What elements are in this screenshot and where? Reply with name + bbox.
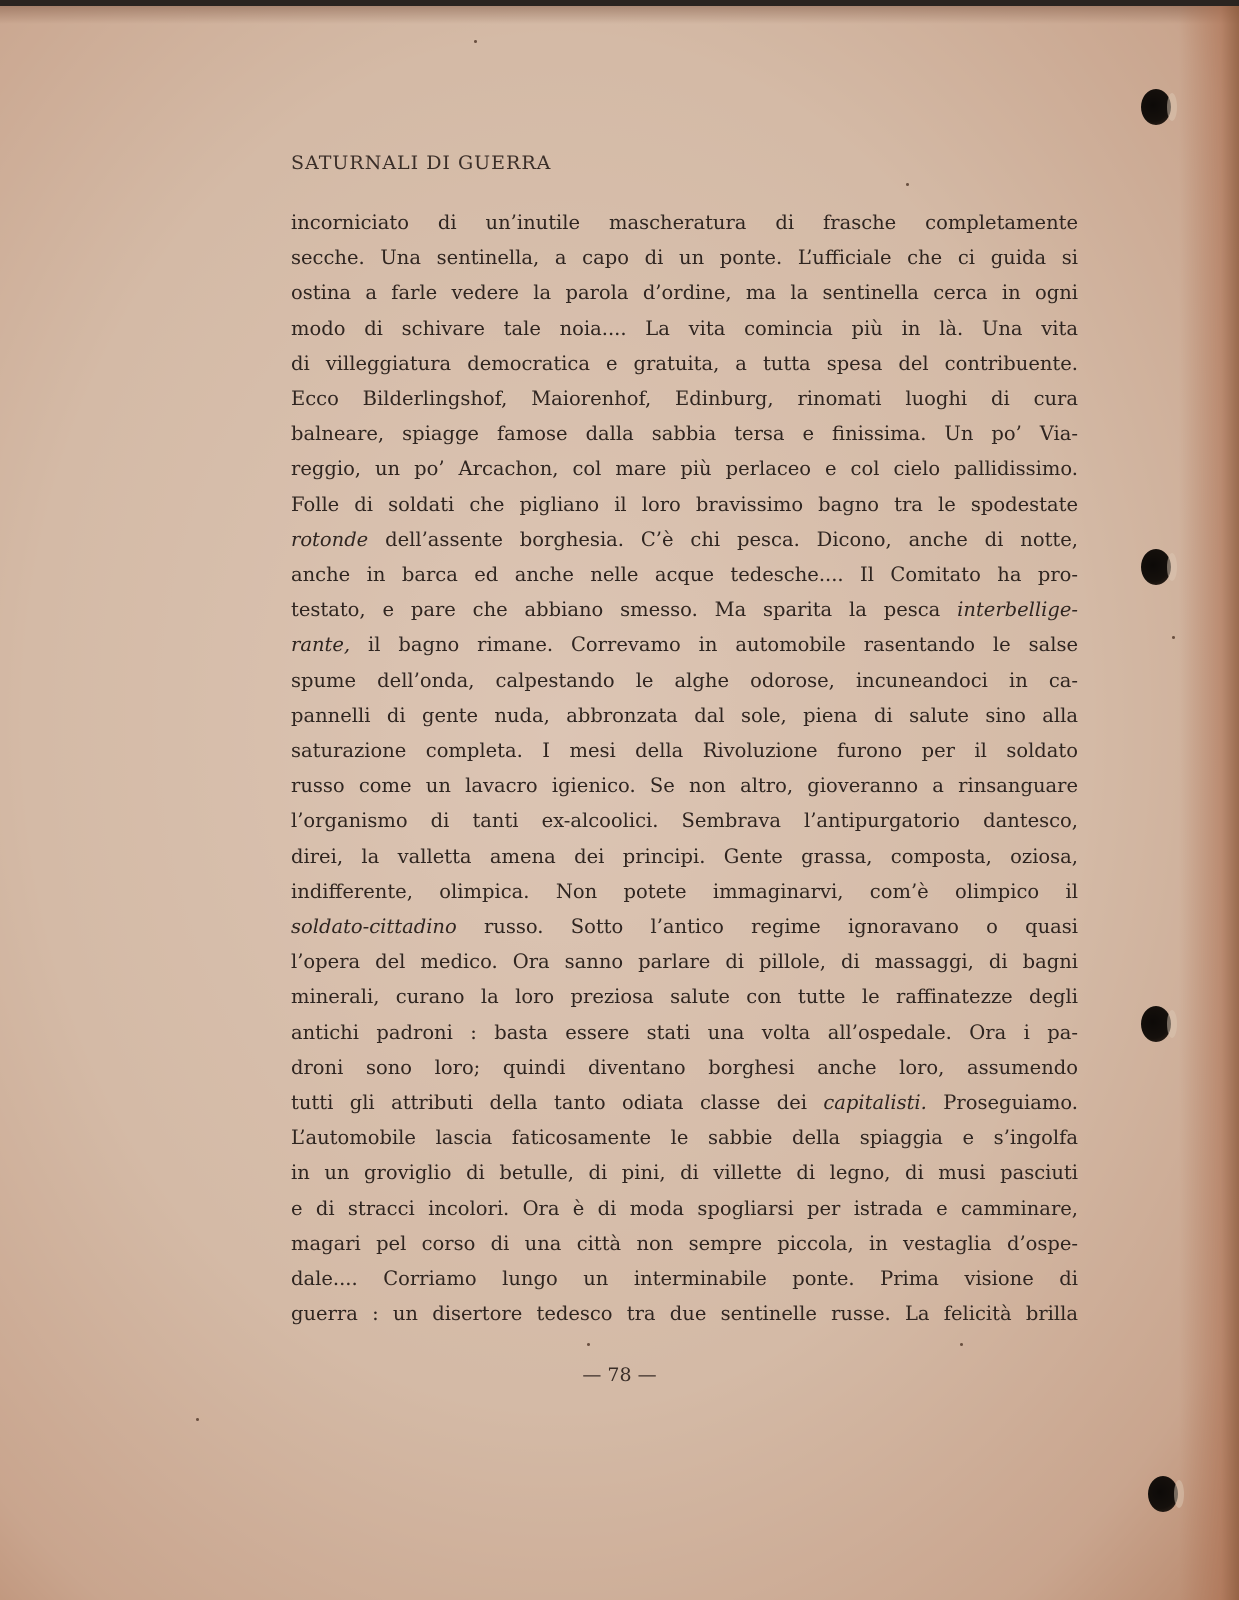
text-run: direi, la valletta amena dei principi. Gente grassa, composta, oziosa, bbox=[291, 844, 1078, 868]
text-run: Folle di soldati che pigliano il loro bravissimo bagno tra le spodestate bbox=[291, 492, 1078, 516]
text-line bbox=[291, 275, 1078, 310]
page-number: — 78 — bbox=[582, 1364, 657, 1386]
text-run: tutti gli attributi della tanto odiata classe dei bbox=[291, 1091, 824, 1115]
text-line bbox=[291, 592, 1078, 627]
paper-speck bbox=[1172, 636, 1175, 639]
text-run: dell’assente borghesia. C’è chi pesca. Dicono, anche di notte, bbox=[368, 527, 1078, 551]
text-line bbox=[291, 205, 1078, 240]
text-line bbox=[291, 1085, 1078, 1120]
text-run: russo. Sotto l’antico regime ignoravano o quasi bbox=[456, 915, 1078, 939]
text-run: ostina a farle vedere la parola d’ordine, ma la sentinella cerca in ogni bbox=[291, 281, 1078, 305]
text-line bbox=[291, 1296, 1078, 1331]
binding-hole bbox=[1141, 89, 1171, 125]
text-run: l’opera del medico. Ora sanno parlare di pillole, di massaggi, di bagni bbox=[291, 950, 1078, 974]
italic-text: interbellige- bbox=[957, 598, 1078, 622]
text-line bbox=[291, 1155, 1078, 1190]
text-run: anche in barca ed anche nelle acque tedesche.... Il Comitato ha pro- bbox=[291, 563, 1078, 587]
text-run: dale.... Corriamo lungo un interminabile ponte. Prima visione di bbox=[291, 1267, 1078, 1291]
text-line bbox=[291, 487, 1078, 522]
text-line bbox=[291, 979, 1078, 1014]
paper-speck bbox=[196, 1418, 199, 1421]
binding-hole bbox=[1148, 1476, 1178, 1512]
text-run: l’organismo di tanti ex-alcoolici. Sembrava l’antipurgatorio dantesco, bbox=[291, 809, 1078, 833]
text-run: antichi padroni : basta essere stati una volta all’ospedale. Ora i pa- bbox=[291, 1020, 1078, 1044]
italic-text: capitalisti. bbox=[823, 1091, 927, 1115]
text-line bbox=[291, 944, 1078, 979]
italic-text: soldato-cittadino bbox=[291, 915, 457, 939]
text-run: di villeggiatura democratica e gratuita, a tutta spesa del contribuente. bbox=[291, 351, 1078, 375]
paper-speck bbox=[587, 1343, 590, 1346]
text-run: secche. Una sentinella, a capo di un ponte. L’ufficiale che ci guida si bbox=[291, 246, 1078, 270]
text-line bbox=[291, 663, 1078, 698]
text-line bbox=[291, 557, 1078, 592]
text-line bbox=[291, 803, 1078, 838]
text-line bbox=[291, 733, 1078, 768]
italic-text: rante, bbox=[291, 633, 351, 657]
scanned-page bbox=[0, 6, 1239, 1600]
text-line bbox=[291, 1120, 1078, 1155]
binding-hole bbox=[1141, 549, 1171, 585]
text-run: modo di schivare tale noia.... La vita comincia più in là. Una vita bbox=[291, 316, 1078, 340]
text-line bbox=[291, 874, 1078, 909]
text-line bbox=[291, 1191, 1078, 1226]
page-right-edge-stain bbox=[1179, 6, 1239, 1600]
text-run: incorniciato di un’inutile mascheratura di frasche completamente bbox=[291, 211, 1078, 234]
text-run: e di stracci incolori. Ora è di moda spogliarsi per istrada e camminare, bbox=[291, 1196, 1078, 1220]
text-run: balneare, spiagge famose dalla sabbia tersa e finissima. Un po’ Via- bbox=[291, 422, 1078, 446]
body-text bbox=[291, 205, 1078, 1332]
text-run: droni sono loro; quindi diventano borghesi anche loro, assumendo bbox=[291, 1055, 1078, 1079]
text-run: magari pel corso di una città non sempre piccola, in vestaglia d’ospe- bbox=[291, 1231, 1078, 1255]
binding-hole bbox=[1141, 1006, 1171, 1042]
text-run: spume dell’onda, calpestando le alghe odorose, incuneandoci in ca- bbox=[291, 668, 1078, 692]
text-run: minerali, curano la loro preziosa salute con tutte le raffinatezze degli bbox=[291, 985, 1078, 1009]
text-line bbox=[291, 627, 1078, 662]
text-run: guerra : un disertore tedesco tra due sentinelle russe. La felicità brilla bbox=[291, 1302, 1078, 1326]
text-line bbox=[291, 1015, 1078, 1050]
text-run: pannelli di gente nuda, abbronzata dal sole, piena di salute sino alla bbox=[291, 703, 1078, 727]
text-run: il bagno rimane. Correvamo in automobile rasentando le salse bbox=[350, 633, 1078, 657]
text-line bbox=[291, 698, 1078, 733]
text-run: L’automobile lascia faticosamente le sabbie della spiaggia e s’ingolfa bbox=[291, 1126, 1078, 1150]
text-line bbox=[291, 311, 1078, 346]
paper-speck bbox=[960, 1343, 963, 1346]
text-run: saturazione completa. I mesi della Rivoluzione furono per il soldato bbox=[291, 739, 1078, 763]
running-head: SATURNALI DI GUERRA bbox=[291, 152, 552, 174]
text-run: reggio, un po’ Arcachon, col mare più perlaceo e col cielo pallidissimo. bbox=[291, 457, 1078, 481]
text-line bbox=[291, 768, 1078, 803]
text-run: Ecco Bilderlingshof, Maiorenhof, Edinburg, rinomati luoghi di cura bbox=[291, 387, 1078, 411]
text-line bbox=[291, 1261, 1078, 1296]
italic-text: rotonde bbox=[291, 527, 369, 551]
text-line bbox=[291, 909, 1078, 944]
text-line bbox=[291, 381, 1078, 416]
text-line bbox=[291, 240, 1078, 275]
page-top-shadow bbox=[0, 6, 1239, 24]
text-run: russo come un lavacro igienico. Se non altro, gioveranno a rinsanguare bbox=[291, 774, 1078, 798]
text-line bbox=[291, 416, 1078, 451]
paper-speck bbox=[906, 183, 909, 186]
text-run: indifferente, olimpica. Non potete immaginarvi, com’è olimpico il bbox=[291, 879, 1078, 903]
text-line bbox=[291, 1226, 1078, 1261]
text-line bbox=[291, 1050, 1078, 1085]
paper-speck bbox=[474, 40, 477, 43]
text-line bbox=[291, 346, 1078, 381]
text-run: testato, e pare che abbiano smesso. Ma sparita la pesca bbox=[291, 598, 958, 622]
text-run: Proseguiamo. bbox=[926, 1091, 1078, 1115]
text-line bbox=[291, 451, 1078, 486]
text-line bbox=[291, 522, 1078, 557]
text-line bbox=[291, 839, 1078, 874]
text-run: in un groviglio di betulle, di pini, di villette di legno, di musi pasciuti bbox=[291, 1161, 1078, 1185]
